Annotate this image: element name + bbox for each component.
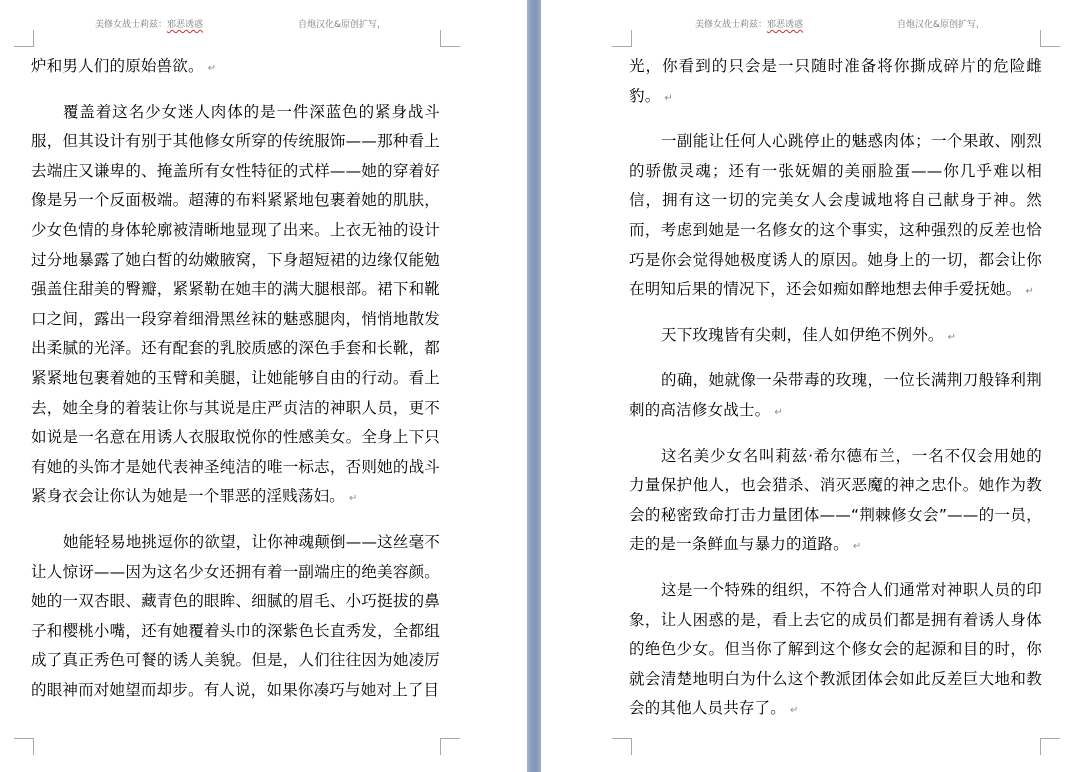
paragraph-mark-icon [774, 407, 783, 418]
paragraph[interactable]: 天下玫瑰皆有尖刺，佳人如伊绝不例外。 ↵ [629, 321, 1042, 353]
paragraph-mark-icon [1026, 286, 1035, 297]
right-document-page [541, 0, 1085, 772]
paragraph-mark-icon [664, 93, 673, 104]
right-page-body [629, 52, 1042, 740]
crop-mark-top-right [1040, 30, 1060, 47]
header-subtitle-text: 邪恶诱惑 [167, 20, 204, 30]
paragraph[interactable]: 这名美少女名叫莉兹·希尔德布兰，一名不仅会用她的力量保护他人，也会猎杀、消灭恶魔的神之忠仆。她作为教会的秘密致命打击力量团体——“荆棘修女会”——的一员，走的是一条鲜血与暴力的道路。 ↵ [629, 442, 1042, 562]
crop-mark-bottom-left [612, 738, 632, 755]
page-header-title [95, 18, 203, 32]
page-header-right: 自炮汉化&原创扩写， [298, 20, 387, 30]
page-header-right: 自炮汉化&原创扩写， [897, 20, 986, 30]
paragraph[interactable]: 光，你看到的只会是一只随时准备将你撕成碎片的危险雌豹。 ↵ [629, 52, 1042, 113]
crop-mark-top-right [440, 30, 460, 47]
paragraph[interactable]: 的确，她就像一朵带毒的玫瑰，一位长满荆刀般锋利荆刺的高洁修女战士。 ↵ [629, 366, 1042, 427]
left-page-body [31, 52, 440, 719]
paragraph-mark-icon [349, 493, 358, 504]
crop-mark-top-left [14, 30, 34, 47]
paragraph[interactable]: 炉和男人们的原始兽欲。 ↵ [31, 52, 440, 84]
header-title-text: 美修女战士莉兹： [695, 20, 768, 30]
paragraph[interactable]: 她能轻易地挑逗你的欲望，让你神魂颠倒——这丝毫不让人惊讶——因为这名少女还拥有着一副端庄的绝美容颜。她的一双杏眼、藏青色的眼眸、细腻的眉毛、小巧挺拔的鼻子和樱桃小嘴，还有她覆着头巾的深紫色长直秀发，全都组成了真正秀色可餐的诱人美貌。但是，人们往往因为她凌厉的眼神而对她望而却步。有人说，如果你凑巧与她对上了目 [31, 532, 440, 699]
crop-mark-top-left [612, 30, 632, 47]
crop-mark-bottom-right [440, 738, 460, 755]
paragraph-mark-icon [853, 541, 862, 552]
paragraph[interactable]: 覆盖着这名少女迷人肉体的是一件深蓝色的紧身战斗服，但其设计有别于其他修女所穿的传统服饰——那种看上去端庄又谦卑的、掩盖所有女性特征的式样——她的穿着好像是另一个反面极端。超薄的布料紧紧地包裹着她的肌肤，少女色情的身体轮廓被清晰地显现了出来。上衣无袖的设计过分地暴露了她白皙的幼嫩腋窝，下身超短裙的边缘仅能勉强盖住甜美的臀瓣，紧紧勒在她丰的满大腿根部。裙下和靴口之间，露出一段穿着细滑黑丝袜的魅惑腿肉，悄悄地散发出柔腻的光泽。还有配套的乳胶质感的深色手套和长靴，都紧紧地包裹着她的玉臂和美腿，让她能够自由的行动。看上去，她全身的着装让你与其说是庄严贞洁的神职人员，更不如说是一名意在用诱人衣服取悦你的性感美女。全身上下只有她的头饰才是她代表神圣纯洁的唯一标志，否则她的战斗紧身衣会让你认为她是一个罪恶的淫贱荡妇。 ↵ [31, 98, 440, 514]
header-title-text: 美修女战士莉兹： [95, 20, 168, 30]
paragraph[interactable]: 一副能让任何人心跳停止的魅惑肉体；一个果敢、刚烈的骄傲灵魂；还有一张妩媚的美丽脸蛋——你几乎难以相信，拥有这一切的完美女人会虔诚地将自己献身于神。然而，考虑到她是一名修女的这个事实，这种强烈的反差也恰巧是你会觉得她极度诱人的原因。她身上的一切，都会让你在明知后果的情况下，还会如痴如醉地想去伸手爱抚她。 ↵ [629, 127, 1042, 307]
crop-mark-bottom-right [1040, 738, 1060, 755]
header-subtitle-text: 邪恶诱惑 [767, 20, 804, 30]
paragraph[interactable]: 这是一个特殊的组织，不符合人们通常对神职人员的印象，让人困惑的是，看上去它的成员们都是拥有着诱人身体的绝色少女。但当你了解到这个修女会的起源和目的时，你就会清楚地明白为什么这个教派团体会如此反差巨大地和教会的其他人员共存了。 ↵ [629, 576, 1042, 726]
left-document-page [0, 0, 527, 772]
paragraph-mark-icon [790, 705, 799, 716]
page-gutter [527, 0, 541, 772]
paragraph-mark-icon [208, 63, 217, 74]
crop-mark-bottom-left [14, 738, 34, 755]
page-header-title [695, 18, 803, 32]
paragraph-mark-icon [948, 332, 957, 343]
